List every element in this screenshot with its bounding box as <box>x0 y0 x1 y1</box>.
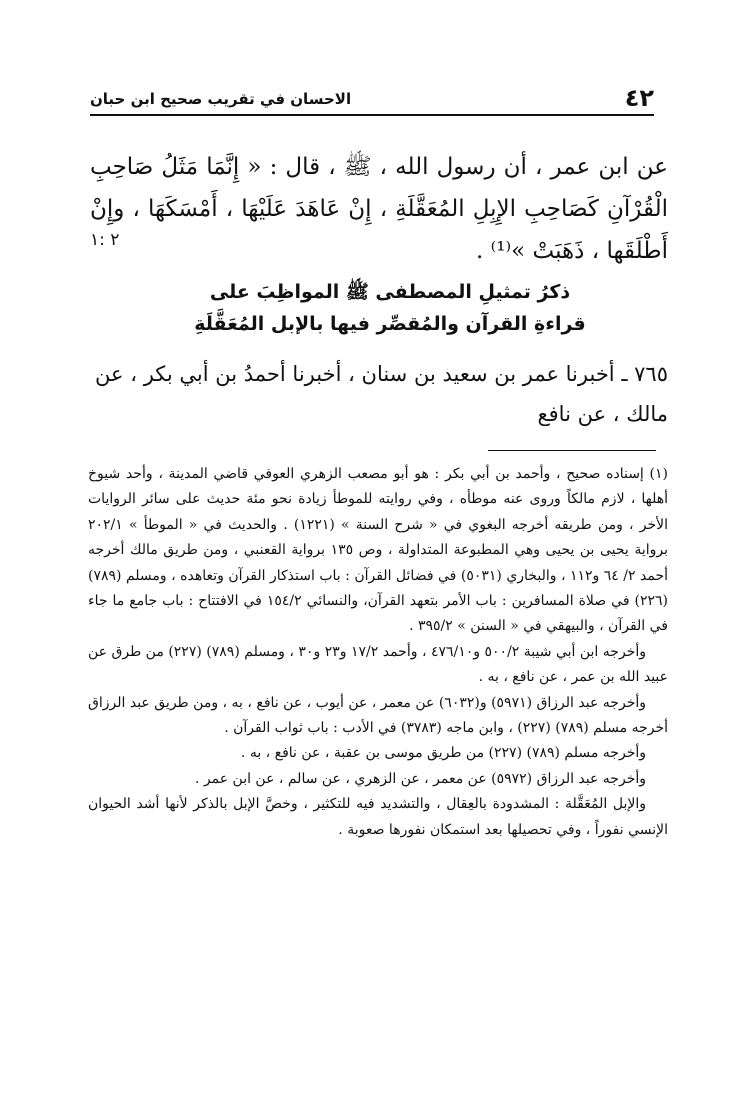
next-hadith-text: ٧٦٥ ـ أخبرنا عمر بن سعيد بن سنان ، أخبرنا أحمدُ بن أبي بكر ، عن مالك ، عن نافع <box>95 362 668 426</box>
footnote-paragraph: وأخرجه عبد الرزاق (٥٩٧٢) عن معمر ، عن الزهري ، عن سالم ، عن ابن عمر . <box>195 770 646 787</box>
footnote-1: (١) إسناده صحيح ، وأحمد بن أبي بكر : هو أبو مصعب الزهري العوفي قاضي المدينة ، وأحد شيوخ أهلها ، لازم مالكاً وروى عنه موطأه ، وفي روايته للموطأ زيادة نحو مئة حديث على سائر الروايات الأخر ، ومن طريقه أخرجه البغوي في « شرح السنة » (١٢٢١) . والحديث في « الموطأ » ٢٠٢/١ برواية يحيى بن يحيى وهي المطبوعة المتداولة ، وص ١٣٥ برواية القعنبي ، ومن طريق مالك أخرجه أحمد ٢/ ٦٤ و١١٢ ، والبخاري (٥٠٣١) في فضائل القرآن : باب استذكار القرآن وتعاهده ، ومسلم (٧٨٩) (٢٢٦) في صلاة المسافرين : باب الأمر بتعهد القرآن، والنسائي ١٥٤/٢ في الافتتاح : باب جامع ما جاء في القرآن ، والبيهقي في « السنن » ٣٩٥/٢ . <box>88 466 669 635</box>
footnote-divider <box>488 450 656 451</box>
hadith-reference: ٢ :١ <box>90 230 120 250</box>
running-title: الاحسان في تقريب صحيح ابن حبان <box>90 90 352 108</box>
footnote-paragraph: وأخرجه ابن أبي شيبة ٥٠٠/٢ و٤٧٦/١٠ ، وأحمد ١٧/٢ و٢٣ و٣٠ ، ومسلم (٧٨٩) (٢٢٧) من طرق عن عبيد الله بن عمر ، عن نافع ، به . <box>88 643 668 686</box>
footnotes <box>88 462 668 843</box>
footnote-paragraph: وأخرجه مسلم (٧٨٩) (٢٢٧) من طريق موسى بن عقبة ، عن نافع ، به . <box>240 745 646 762</box>
next-hadith <box>90 354 668 434</box>
chapter-heading <box>120 276 660 340</box>
chapter-heading-line-1: ذكرُ تمثيلِ المصطفى ﷺ المواظِبَ على <box>209 281 571 303</box>
page-header <box>90 84 654 116</box>
footnote-paragraph: وأخرجه عبد الرزاق (٥٩٧١) و(٦٠٣٢) عن معمر ، عن أيوب ، عن نافع ، به ، ومن طريق عبد الرزاق أخرجه مسلم (٧٨٩) (٢٢٧) ، وابن ماجه (٣٧٨٣) في الأدب : باب ثواب القرآن . <box>88 694 668 737</box>
hadith-paragraph: عن ابن عمر ، أن رسول الله ، ﷺ ، قال : « إِنَّمَا مَثَلُ صَاحِبِ الْقُرْآنِ كَصَاحِبِ الإِبِلِ المُعَقَّلَةِ ، إِنْ عَاهَدَ عَلَيْهَا ، أَمْسَكَهَا ، وإِنْ أَطْلَقَها ، ذَهَبَتْ »⁽¹⁾ . <box>90 154 668 264</box>
page-number: ٤٢ <box>624 84 654 112</box>
footnote-definition: والإبل المُعَقَّلة : المشدودة بالعِقال ، والتشديد فيه للتكثير ، وخصَّ الإبل بالذكر لأنها أشد الحيوان الإنسي نفوراً ، وفي تحصيلها بعد استمكان نفورها صعوبة . <box>88 796 668 838</box>
chapter-heading-line-2: قراءةِ القرآن والمُقصِّر فيها بالإبل المُعَقَّلَةِ <box>194 313 586 335</box>
hadith-text <box>90 146 668 272</box>
